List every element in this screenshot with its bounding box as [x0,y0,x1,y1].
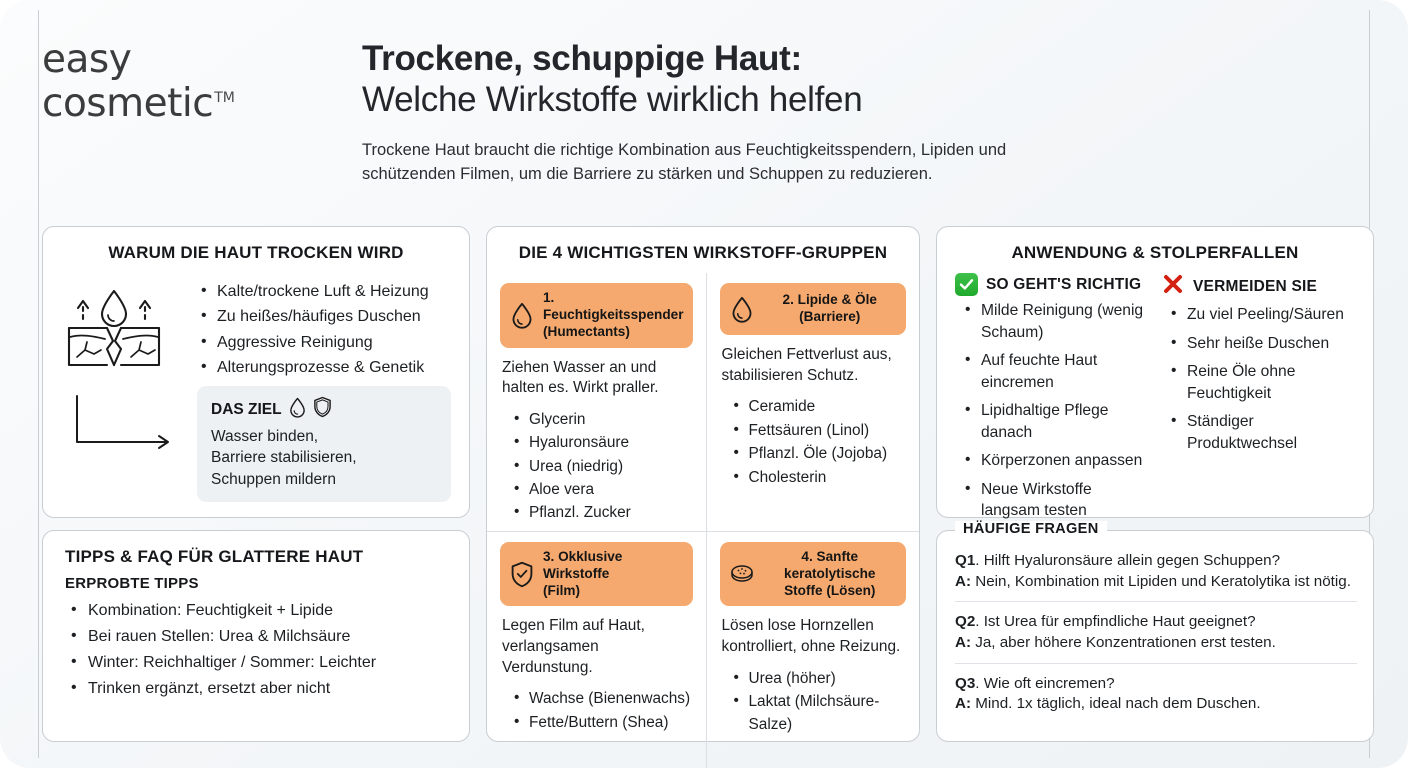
faq-item [955,610,1357,653]
goal-text-line2: Barriere stabilisieren, [211,449,357,467]
list-item: • Hyaluronsäure [514,431,693,454]
list-item: • Cholesterin [734,466,907,489]
group-3-badge [500,542,693,607]
group-3-badge-line2: (Film) [543,582,580,598]
card-do-title: ANWENDUNG & STOLPERFALLEN [1011,243,1299,262]
group-3-description [500,606,693,678]
group-4-badge-line1: 4. Sanfte keratolytische [784,548,876,581]
list-item: • Kalte/trockene Luft & Heizung [201,279,453,304]
green-check-icon [955,273,978,296]
group-2-badge [720,283,907,335]
group-1-list [500,408,693,525]
list-item: • Körperzonen anpassen [965,450,1153,472]
list-item: • Neue Wirkstoffe langsam testen [965,479,1153,522]
list-item: • Pflanzl. Öle (Jojoba) [734,442,907,465]
list-item: • Zu heißes/häufiges Duschen [201,304,453,329]
faq-a-text: Nein, Kombination mit Lipiden und Keratolytika ist nötig. [971,572,1351,590]
faq-legend: HÄUFIGE FRAGEN [955,521,1107,537]
group-1 [487,273,706,531]
group-1-desc-line2: halten es. Wirkt praller. [502,379,659,397]
faq-q-label: Q2 [955,613,976,631]
group-1-badge-line2: (Humectants) [543,323,630,339]
avoid-label: VERMEIDEN SIE [1193,277,1318,295]
group-3 [487,531,706,768]
faq-q-text: . Hilft Hyaluronsäure allein gegen Schuppen? [975,552,1281,569]
page-subtitle [362,139,1092,187]
group-4 [706,531,920,768]
group-2-badge-line1: 2. Lipide & Öle [782,292,877,308]
list-item: • Alterungsprozesse & Genetik [201,355,453,380]
shield-icon [313,396,332,423]
faq-a-text: Ja, aber höhere Konzentrationen erst testen. [971,634,1276,652]
tips-list [43,596,469,702]
list-item: • Aloe vera [514,478,693,501]
list-item: • Milde Reinigung (wenig Schaum) [965,300,1153,343]
group-2-description [720,335,907,386]
droplet-icon [509,302,535,329]
list-item: • Winter: Reichhaltiger / Sommer: Leichter [71,650,455,676]
card-tips-subhead: ERPROBTE TIPPS [65,575,199,592]
faq-a-label: A: [955,572,972,590]
goal-box [197,386,451,502]
list-item: • Trinken ergänzt, ersetzt aber nicht [71,676,455,702]
group-4-desc-line1: Lösen lose Hornzellen [721,617,874,635]
group-2 [706,273,920,531]
brand-logo-line2: cosmetic [42,80,214,126]
faq-divider [955,601,1357,602]
card-tips-title: TIPPS & FAQ FÜR GLATTERE HAUT [65,547,364,566]
faq-q-label: Q1 [955,552,976,569]
list-item: • Ceramide [734,395,907,418]
do-column [955,273,1153,529]
flow-arrow-icon [71,384,191,461]
group-4-badge [720,542,907,607]
list-item: • Auf feuchte Haut eincremen [965,350,1153,393]
faq-q-text: . Wie oft eincremen? [975,674,1115,692]
list-item: • Fette/Buttern (Shea) [514,711,693,734]
group-4-list [720,667,907,737]
droplet-icon [729,296,755,323]
goal-text-line1: Wasser binden, [211,428,319,446]
list-item: • Reine Öle ohne Feuchtigkeit [1171,361,1359,404]
card-ingredient-groups [486,226,920,742]
why-reasons-list [183,275,453,380]
avoid-list [1161,304,1359,454]
column-middle [486,226,920,742]
goal-label: DAS ZIEL [211,400,282,418]
card-why-title: WARUM DIE HAUT TROCKEN WIRD [108,243,404,262]
group-4-badge-line2: Stoffe (Lösen) [784,582,876,598]
list-item: • Glycerin [514,408,693,431]
faq-item [955,672,1357,715]
faq-q-text: . Ist Urea für empfindliche Haut geeignet? [975,613,1256,631]
list-item: • Urea (höher) [734,667,907,690]
group-3-desc-line1: Legen Film auf Haut, [502,617,645,635]
list-item: • Ständiger Produktwechsel [1171,411,1359,454]
group-2-list [720,395,907,489]
list-item: • Pflanzl. Zucker [514,501,693,524]
cards-grid [42,226,1372,742]
column-left [42,226,470,742]
card-why-skin-dries [42,226,470,518]
trademark-mark: TM [214,89,235,106]
group-3-desc-line2: verlangsamen Verdunstung. [502,638,599,676]
do-list [955,300,1153,522]
cracked-skin-icon [61,275,173,380]
group-1-badge-line1: 1. Feuchtigkeitsspender [543,290,684,322]
list-item: • Lipidhaltige Pflege danach [965,400,1153,443]
header-text-block [362,38,1362,186]
group-4-description [720,606,907,657]
list-item: • Zu viel Peeling/Säuren [1171,304,1359,326]
list-item: • Wachse (Bienenwachs) [514,687,693,710]
group-4-desc-line2: kontrolliert, ohne Reizung. [721,638,901,656]
list-item: • Aggressive Reinigung [201,330,453,355]
list-item: • Urea (niedrig) [514,455,693,478]
brand-logo [42,38,342,125]
card-tips-faq [42,530,470,742]
card-groups-title: DIE 4 WICHTIGSTEN WIRKSTOFF-GRUPPEN [518,243,888,262]
red-x-icon [1161,273,1185,300]
droplet-icon [289,397,306,423]
list-item: • Bei rauen Stellen: Urea & Milchsäure [71,624,455,650]
page-title-line1: Trockene, schuppige Haut: [362,39,802,78]
page-subtitle-line1: Trockene Haut braucht die richtige Kombination aus Feuchtigkeitsspendern, Lipiden und [362,140,1007,159]
group-3-badge-line1: 3. Okklusive Wirkstoffe [543,548,623,581]
list-item: • Sehr heiße Duschen [1171,333,1359,355]
header [0,0,1408,218]
avoid-column [1161,273,1359,529]
list-item: • Laktat (Milchsäure-Salze) [734,690,907,737]
page-subtitle-line2: schützenden Filmen, um die Barriere zu stärken und Schuppen zu reduzieren. [362,164,933,183]
brand-logo-line1: easy [42,37,132,82]
faq-a-text: Mind. 1x täglich, ideal nach dem Duschen. [971,695,1261,713]
card-faq [936,521,1374,742]
group-1-badge [500,283,693,348]
card-application-pitfalls [936,226,1374,518]
faq-q-label: Q3 [955,674,976,692]
faq-a-label: A: [955,634,972,652]
goal-text-line3: Schuppen mildern [211,470,336,488]
faq-a-label: A: [955,695,972,713]
group-1-description [500,348,693,399]
exfoliating-pad-icon [729,562,755,586]
list-item: • Fettsäuren (Linol) [734,419,907,442]
faq-item [955,549,1357,592]
group-2-badge-line2: (Barriere) [799,309,861,324]
do-label: SO GEHT'S RICHTIG [986,275,1142,293]
list-item: • Kombination: Feuchtigkeit + Lipide [71,598,455,624]
column-right [936,226,1374,742]
group-2-desc-line2: stabilisieren Schutz. [721,366,859,384]
group-1-desc-line1: Ziehen Wasser an und [502,358,657,376]
faq-divider [955,663,1357,664]
group-2-desc-line1: Gleichen Fettverlust aus, [721,346,892,363]
group-3-list [500,687,693,734]
shield-check-icon [509,561,535,588]
page-title-line2: Welche Wirkstoffe wirklich helfen [362,80,863,120]
